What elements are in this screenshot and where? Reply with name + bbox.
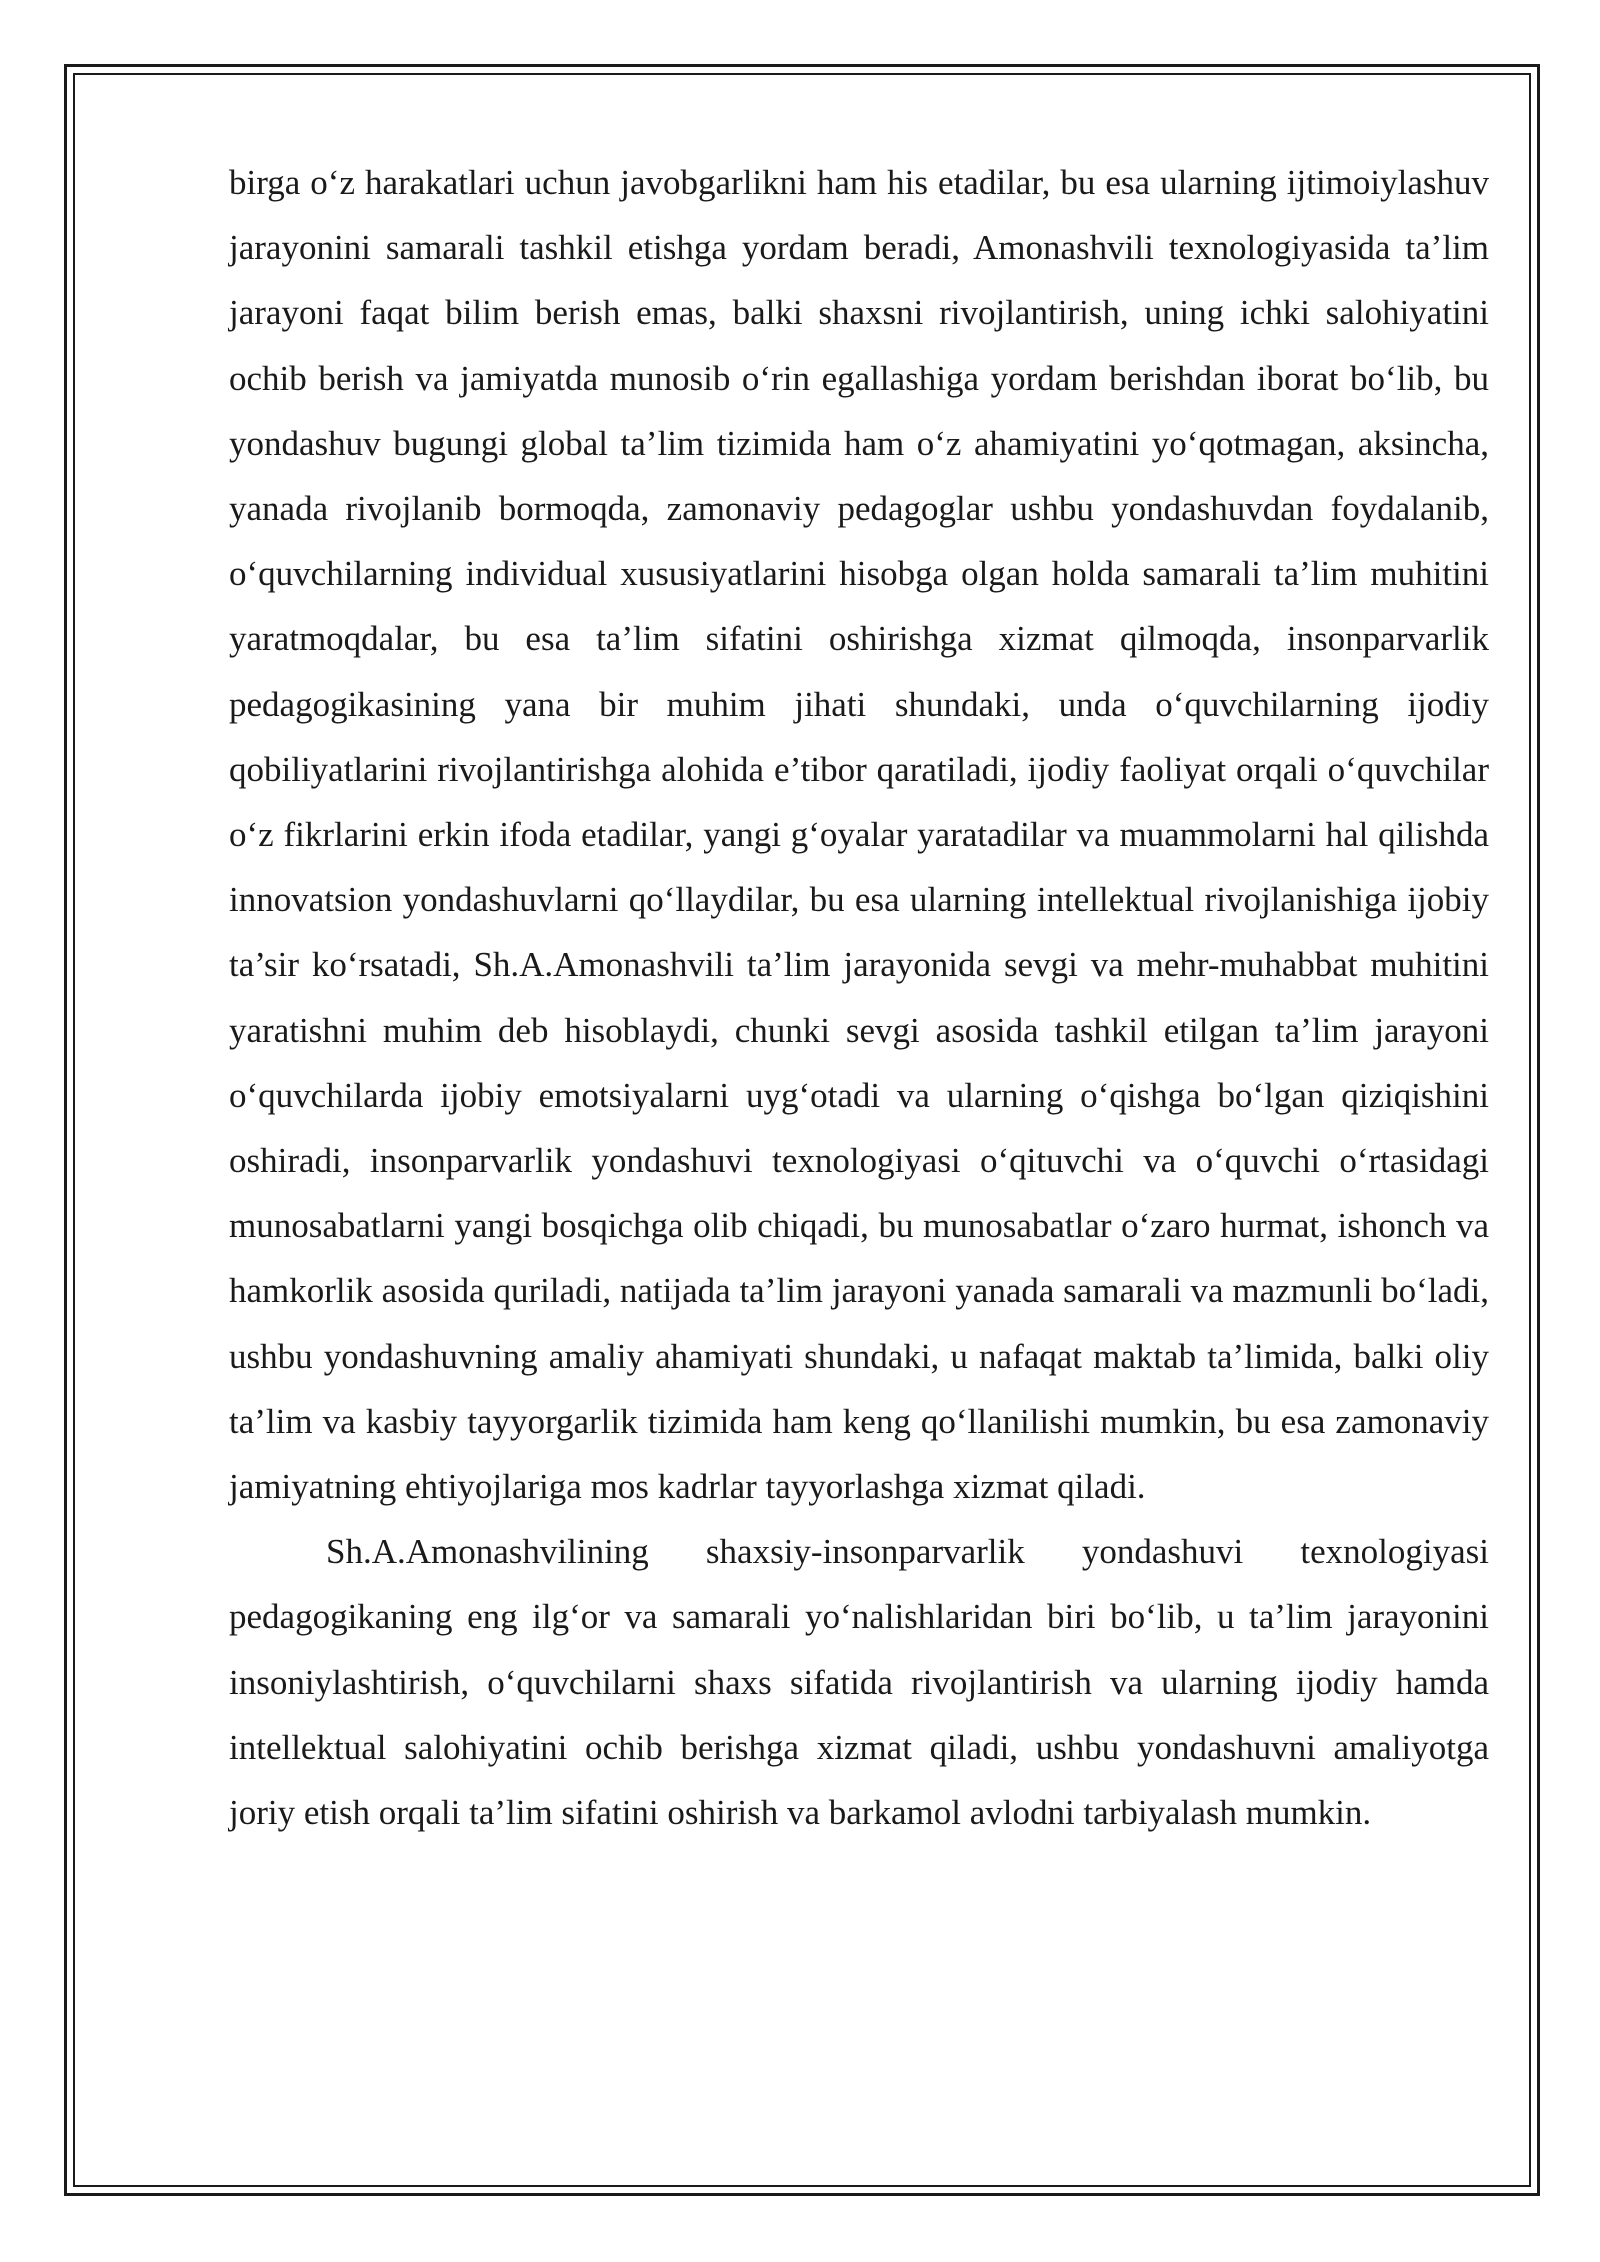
document-body bbox=[229, 150, 1489, 1845]
paragraph-1: birga o‘z harakatlari uchun javobgarlikni ham his etadilar, bu esa ularning ijtimoiylashuv jarayonini samarali tashkil etishga yordam beradi, Amonashvili texnologiyasida ta’lim jarayoni faqat bilim berish emas, balki shaxsni rivojlantirish, uning ichki salohiyatini ochib berish va jamiyatda munosib o‘rin egallashiga yordam berishdan iborat bo‘lib, bu yondashuv bugungi global ta’lim tizimida ham o‘z ahamiyatini yo‘qotmagan, aksincha, yanada rivojlanib bormoqda, zamonaviy pedagoglar ushbu yondashuvdan foydalanib, o‘quvchilarning individual xususiyatlarini hisobga olgan holda samarali ta’lim muhitini yaratmoqdalar, bu esa ta’lim sifatini oshirishga xizmat qilmoqda, insonparvarlik pedagogikasining yana bir muhim jihati shundaki, unda o‘quvchilarning ijodiy qobiliyatlarini rivojlantirishga alohida e’tibor qaratiladi, ijodiy faoliyat orqali o‘quvchilar o‘z fikrlarini erkin ifoda etadilar, yangi g‘oyalar yaratadilar va muammolarni hal qilishda innovatsion yondashuvlarni qo‘llaydilar, bu esa ularning intellektual rivojlanishiga ijobiy ta’sir ko‘rsatadi, Sh.A.Amonashvili ta’lim jarayonida sevgi va mehr-muhabbat muhitini yaratishni muhim deb hisoblaydi, chunki sevgi asosida tashkil etilgan ta’lim jarayoni o‘quvchilarda ijobiy emotsiyalarni uyg‘otadi va ularning o‘qishga bo‘lgan qiziqishini oshiradi, insonparvarlik yondashuvi texnologiyasi o‘qituvchi va o‘quvchi o‘rtasidagi munosabatlarni yangi bosqichga olib chiqadi, bu munosabatlar o‘zaro hurmat, ishonch va hamkorlik asosida quriladi, natijada ta’lim jarayoni yanada samarali va mazmunli bo‘ladi, ushbu yondashuvning amaliy ahamiyati shundaki, u nafaqat maktab ta’limida, balki oliy ta’lim va kasbiy tayyorgarlik tizimida ham keng qo‘llanilishi mumkin, bu esa zamonaviy jamiyatning ehtiyojlariga mos kadrlar tayyorlashga xizmat qiladi. bbox=[229, 163, 1489, 1507]
paragraph-2: Sh.A.Amonashvilining shaxsiy-insonparvarlik yondashuvi texnologiyasi pedagogikaning eng ilg‘or va samarali yo‘nalishlaridan biri bo‘lib, u ta’lim jarayonini insoniylashtirish, o‘quvchilarni shaxs sifatida rivojlantirish va ularning ijodiy hamda intellektual salohiyatini ochib berishga xizmat qiladi, ushbu yondashuvni amaliyotga joriy etish orqali ta’lim sifatini oshirish va barkamol avlodni tarbiyalash mumkin. bbox=[229, 1532, 1489, 1833]
